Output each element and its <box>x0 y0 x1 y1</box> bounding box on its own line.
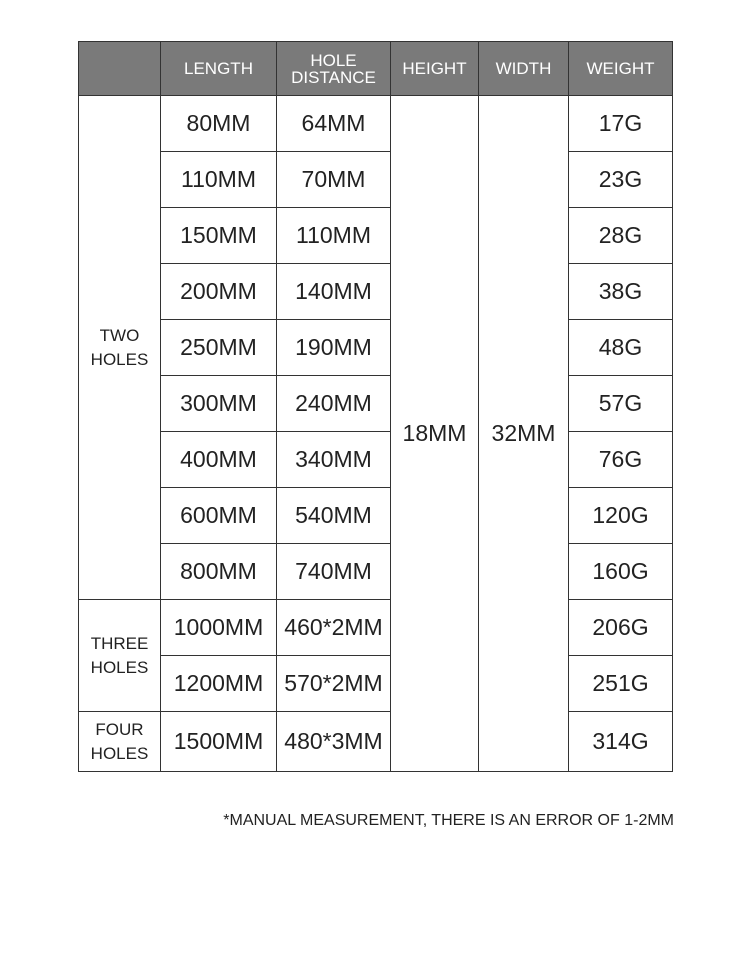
group-four-holes <box>79 712 161 772</box>
length-cell: 80MM <box>161 96 277 152</box>
group-label-line2: HOLES <box>90 349 149 369</box>
header-hole-distance-line2: DISTANCE <box>291 67 376 87</box>
length-cell: 200MM <box>161 264 277 320</box>
weight-cell: 28G <box>569 208 673 264</box>
length-cell: 600MM <box>161 488 277 544</box>
hole-distance-cell: 240MM <box>277 376 391 432</box>
measurement-footnote: *MANUAL MEASUREMENT, THERE IS AN ERROR OF 1-2MM <box>223 812 674 829</box>
hole-distance-cell: 64MM <box>277 96 391 152</box>
hole-distance-cell: 340MM <box>277 432 391 488</box>
header-group <box>79 42 161 96</box>
hole-distance-cell: 540MM <box>277 488 391 544</box>
length-cell: 1500MM <box>161 712 277 772</box>
table-row <box>79 96 673 152</box>
table-row <box>79 600 673 656</box>
weight-cell: 76G <box>569 432 673 488</box>
table-row <box>79 376 673 432</box>
weight-cell: 23G <box>569 152 673 208</box>
table-row <box>79 488 673 544</box>
weight-cell: 17G <box>569 96 673 152</box>
hole-distance-cell: 740MM <box>277 544 391 600</box>
table-row <box>79 208 673 264</box>
width-cell: 32MM <box>479 96 569 772</box>
weight-cell: 120G <box>569 488 673 544</box>
header-length: LENGTH <box>161 42 277 96</box>
length-cell: 110MM <box>161 152 277 208</box>
hole-distance-cell: 70MM <box>277 152 391 208</box>
table-row <box>79 544 673 600</box>
group-label-line2: HOLES <box>90 657 149 677</box>
group-label-line1: FOUR <box>95 719 144 739</box>
header-width: WIDTH <box>479 42 569 96</box>
length-cell: 1000MM <box>161 600 277 656</box>
length-cell: 250MM <box>161 320 277 376</box>
header-weight: WEIGHT <box>569 42 673 96</box>
weight-cell: 57G <box>569 376 673 432</box>
height-cell: 18MM <box>391 96 479 772</box>
group-label-line2: HOLES <box>90 743 149 763</box>
hole-distance-cell: 110MM <box>277 208 391 264</box>
hole-distance-cell: 570*2MM <box>277 656 391 712</box>
hole-distance-cell: 460*2MM <box>277 600 391 656</box>
length-cell: 300MM <box>161 376 277 432</box>
length-cell: 800MM <box>161 544 277 600</box>
weight-cell: 160G <box>569 544 673 600</box>
hole-distance-cell: 480*3MM <box>277 712 391 772</box>
group-two-holes <box>79 96 161 600</box>
length-cell: 1200MM <box>161 656 277 712</box>
weight-cell: 206G <box>569 600 673 656</box>
header-hole-distance-line1: HOLE <box>310 50 357 70</box>
weight-cell: 48G <box>569 320 673 376</box>
length-cell: 150MM <box>161 208 277 264</box>
length-cell: 400MM <box>161 432 277 488</box>
table-row <box>79 320 673 376</box>
header-height: HEIGHT <box>391 42 479 96</box>
table-row <box>79 656 673 712</box>
table-row <box>79 152 673 208</box>
group-label-line1: TWO <box>99 325 140 345</box>
group-three-holes <box>79 600 161 712</box>
table-row <box>79 432 673 488</box>
hole-distance-cell: 190MM <box>277 320 391 376</box>
table-header-row <box>79 42 673 96</box>
weight-cell: 314G <box>569 712 673 772</box>
table-row <box>79 712 673 772</box>
header-hole-distance <box>277 42 391 96</box>
spec-table <box>78 41 673 772</box>
weight-cell: 251G <box>569 656 673 712</box>
hole-distance-cell: 140MM <box>277 264 391 320</box>
group-label-line1: THREE <box>90 633 149 653</box>
weight-cell: 38G <box>569 264 673 320</box>
table-row <box>79 264 673 320</box>
